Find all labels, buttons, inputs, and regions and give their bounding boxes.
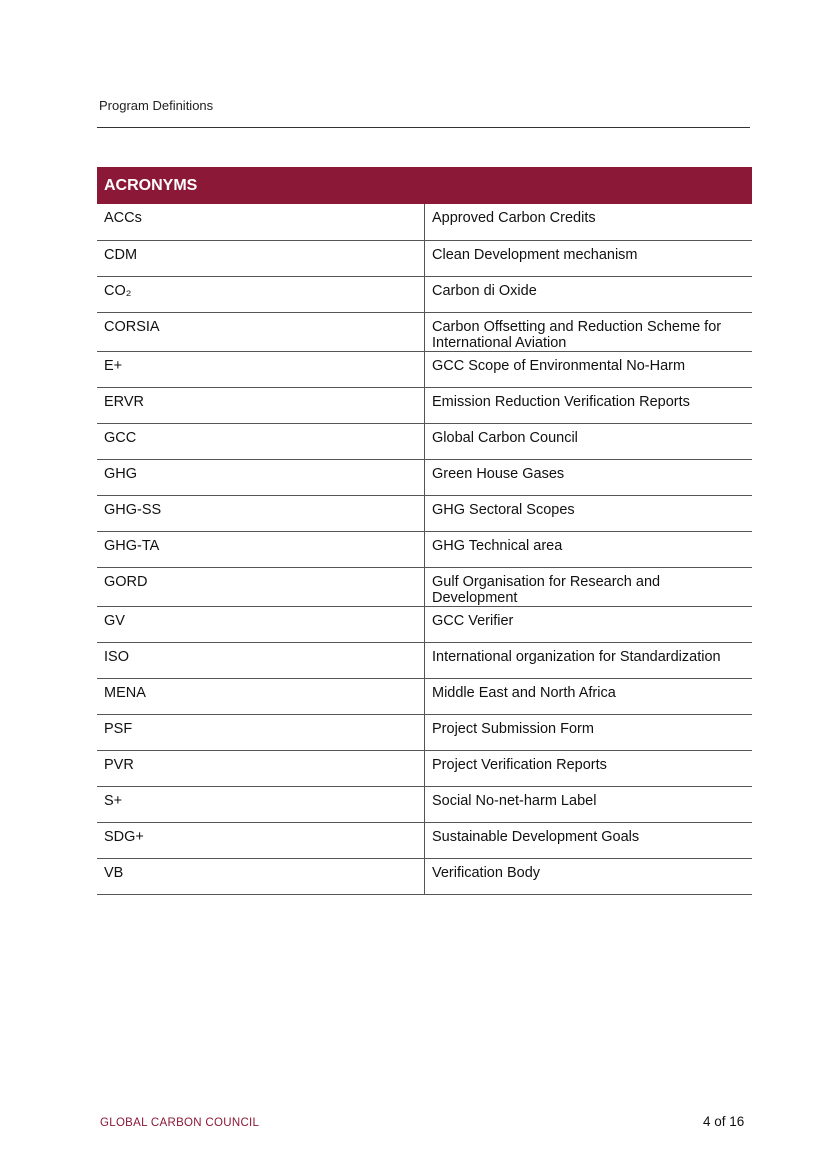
header-divider bbox=[97, 127, 750, 128]
acronym-cell: S+ bbox=[97, 786, 425, 822]
definition-cell: Global Carbon Council bbox=[425, 423, 753, 459]
table-row bbox=[97, 351, 752, 387]
acronym-cell: ACCs bbox=[97, 204, 425, 240]
definition-cell: GCC Scope of Environmental No-Harm bbox=[425, 351, 753, 387]
definition-cell: Project Verification Reports bbox=[425, 750, 753, 786]
table-header-row bbox=[97, 167, 752, 204]
page-header-title: Program Definitions bbox=[99, 98, 214, 113]
acronym-cell: ISO bbox=[97, 642, 425, 678]
acronym-cell: PSF bbox=[97, 714, 425, 750]
table-heading: ACRONYMS bbox=[97, 167, 752, 204]
definition-cell: Social No-net-harm Label bbox=[425, 786, 753, 822]
definition-cell: Carbon Offsetting and Reduction Scheme for International Aviation bbox=[425, 312, 753, 351]
table-row bbox=[97, 423, 752, 459]
acronym-cell: VB bbox=[97, 858, 425, 894]
acronym-cell: ERVR bbox=[97, 387, 425, 423]
acronym-cell: SDG+ bbox=[97, 822, 425, 858]
table-row bbox=[97, 567, 752, 606]
table-row bbox=[97, 240, 752, 276]
acronym-cell: GHG-TA bbox=[97, 531, 425, 567]
acronym-cell: MENA bbox=[97, 678, 425, 714]
table-body bbox=[97, 204, 752, 894]
acronym-cell: PVR bbox=[97, 750, 425, 786]
table-row bbox=[97, 204, 752, 240]
table-row bbox=[97, 858, 752, 894]
definition-cell: Middle East and North Africa bbox=[425, 678, 753, 714]
acronym-cell: CO₂ bbox=[97, 276, 425, 312]
table-row bbox=[97, 531, 752, 567]
definition-cell: Clean Development mechanism bbox=[425, 240, 753, 276]
definition-cell: Approved Carbon Credits bbox=[425, 204, 753, 240]
definition-cell: Verification Body bbox=[425, 858, 753, 894]
definition-cell: Green House Gases bbox=[425, 459, 753, 495]
table-row bbox=[97, 714, 752, 750]
table-row bbox=[97, 276, 752, 312]
acronym-cell: CDM bbox=[97, 240, 425, 276]
table-row bbox=[97, 495, 752, 531]
acronym-cell: CORSIA bbox=[97, 312, 425, 351]
table-row bbox=[97, 822, 752, 858]
definition-cell: International organization for Standardization bbox=[425, 642, 753, 678]
definition-cell: GHG Technical area bbox=[425, 531, 753, 567]
table-row bbox=[97, 606, 752, 642]
table-row bbox=[97, 750, 752, 786]
acronym-cell: GHG bbox=[97, 459, 425, 495]
table-row bbox=[97, 387, 752, 423]
acronym-cell: GORD bbox=[97, 567, 425, 606]
table-row bbox=[97, 312, 752, 351]
acronym-cell: GCC bbox=[97, 423, 425, 459]
definition-cell: GCC Verifier bbox=[425, 606, 753, 642]
table-row bbox=[97, 642, 752, 678]
acronyms-table bbox=[97, 167, 752, 895]
definition-cell: Sustainable Development Goals bbox=[425, 822, 753, 858]
footer-organization: GLOBAL CARBON COUNCIL bbox=[100, 1117, 260, 1129]
definition-cell: Emission Reduction Verification Reports bbox=[425, 387, 753, 423]
acronym-cell: GV bbox=[97, 606, 425, 642]
table-row bbox=[97, 678, 752, 714]
definition-cell: Carbon di Oxide bbox=[425, 276, 753, 312]
table-row bbox=[97, 459, 752, 495]
definition-cell: Gulf Organisation for Research and Development bbox=[425, 567, 753, 606]
definition-cell: Project Submission Form bbox=[425, 714, 753, 750]
table-row bbox=[97, 786, 752, 822]
acronym-cell: GHG-SS bbox=[97, 495, 425, 531]
footer-page-number: 4 of 16 bbox=[703, 1114, 745, 1129]
acronym-cell: E+ bbox=[97, 351, 425, 387]
definition-cell: GHG Sectoral Scopes bbox=[425, 495, 753, 531]
